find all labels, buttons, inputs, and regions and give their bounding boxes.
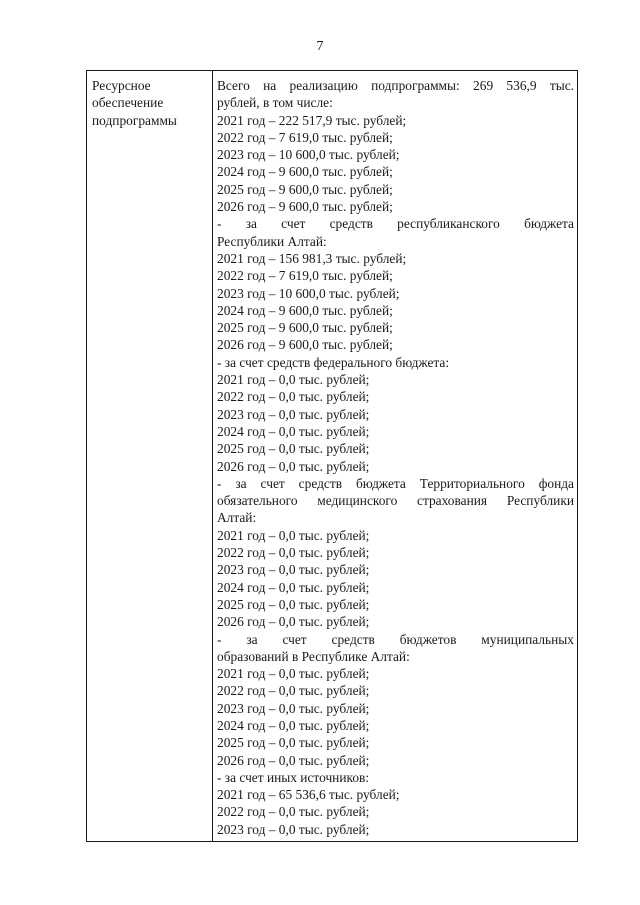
content-line: 2023 год – 0,0 тыс. рублей; (217, 821, 370, 837)
content-line: 2025 год – 0,0 тыс. рублей; (217, 596, 370, 612)
table-content-cell (213, 71, 577, 841)
content-line: 2025 год – 9 600,0 тыс. рублей; (217, 181, 393, 197)
resource-table (86, 70, 578, 842)
content-line: 2024 год – 0,0 тыс. рублей; (217, 579, 370, 595)
content-line: - за счет средств бюджета Территориального фонда (217, 475, 574, 491)
content-line: 2022 год – 0,0 тыс. рублей; (217, 804, 370, 820)
content-line: Алтай: (217, 510, 257, 526)
content-line: рублей, в том числе: (217, 95, 333, 111)
content-line: 2024 год – 9 600,0 тыс. рублей; (217, 164, 393, 180)
content-line: 2021 год – 156 981,3 тыс. рублей; (217, 250, 407, 266)
content-line: 2022 год – 0,0 тыс. рублей; (217, 389, 370, 405)
content-line: 2024 год – 0,0 тыс. рублей; (217, 717, 370, 733)
label-line: подпрограммы (92, 112, 177, 128)
content-line: 2023 год – 0,0 тыс. рублей; (217, 406, 370, 422)
table-label-cell (87, 71, 213, 841)
content-line: 2025 год – 0,0 тыс. рублей; (217, 735, 370, 751)
content-line: 2026 год – 9 600,0 тыс. рублей; (217, 199, 393, 215)
content-line: 2023 год – 10 600,0 тыс. рублей; (217, 147, 400, 163)
content-line: 2021 год – 65 536,6 тыс. рублей; (217, 787, 400, 803)
content-line: 2022 год – 7 619,0 тыс. рублей; (217, 268, 393, 284)
content-line: 2025 год – 0,0 тыс. рублей; (217, 441, 370, 457)
label-line: Ресурсное (92, 78, 151, 93)
content-line: 2026 год – 9 600,0 тыс. рублей; (217, 337, 393, 353)
content-line: 2021 год – 0,0 тыс. рублей; (217, 527, 370, 543)
content-line: 2026 год – 0,0 тыс. рублей; (217, 458, 370, 474)
content-line: 2022 год – 0,0 тыс. рублей; (217, 683, 370, 699)
content-line: Всего на реализацию подпрограммы: 269 536,9 тыс. (217, 78, 574, 93)
content-line: 2025 год – 9 600,0 тыс. рублей; (217, 320, 393, 336)
content-line: - за счет средств бюджетов муниципальных (217, 631, 574, 647)
content-line: 2021 год – 0,0 тыс. рублей; (217, 666, 370, 682)
content-line: 2021 год – 0,0 тыс. рублей; (217, 372, 370, 388)
content-line: 2023 год – 0,0 тыс. рублей; (217, 700, 370, 716)
content-line: 2023 год – 10 600,0 тыс. рублей; (217, 285, 400, 301)
content-line: 2022 год – 7 619,0 тыс. рублей; (217, 129, 393, 145)
content-line: - за счет средств республиканского бюджета (217, 216, 574, 232)
content-line: Республики Алтай: (217, 233, 327, 249)
content-line: 2026 год – 0,0 тыс. рублей; (217, 752, 370, 768)
content-line: обязательного медицинского страхования Республики (217, 493, 574, 509)
content-line: - за счет средств федерального бюджета: (217, 354, 450, 370)
content-line: - за счет иных источников: (217, 769, 370, 785)
content-line: 2021 год – 222 517,9 тыс. рублей; (217, 112, 407, 128)
content-line: 2023 год – 0,0 тыс. рублей; (217, 562, 370, 578)
content-line: 2026 год – 0,0 тыс. рублей; (217, 614, 370, 630)
label-line: обеспечение (92, 95, 164, 111)
content-line: 2024 год – 9 600,0 тыс. рублей; (217, 302, 393, 318)
content-line: 2022 год – 0,0 тыс. рублей; (217, 545, 370, 561)
content-line: образований в Республике Алтай: (217, 648, 410, 664)
page-number: 7 (316, 39, 324, 54)
content-line: 2024 год – 0,0 тыс. рублей; (217, 423, 370, 439)
